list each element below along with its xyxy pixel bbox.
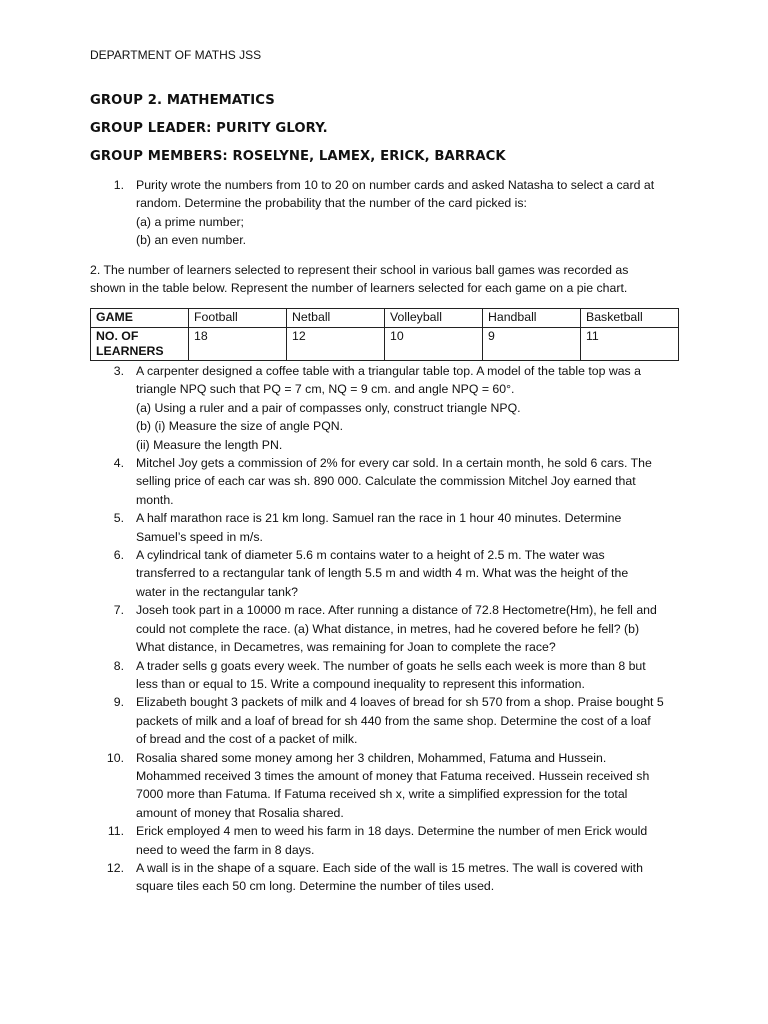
question-3 bbox=[90, 362, 664, 454]
table-cell: 12 bbox=[287, 328, 385, 361]
group-title: GROUP 2. MATHEMATICS bbox=[90, 93, 275, 108]
question-7 bbox=[90, 601, 664, 656]
question-line: Rosalia shared some money among her 3 children, Mohammed, Fatuma and Hussein. bbox=[136, 750, 607, 765]
question-line: shown in the table below. Represent the number of learners selected for each game on a pie chart. bbox=[90, 281, 628, 296]
question-line: A carpenter designed a coffee table with a triangular table top. A model of the table top was a bbox=[136, 364, 641, 378]
question-line: Joseh took part in a 10000 m race. After running a distance of 72.8 Hectometre(Hm), he fell and bbox=[136, 603, 657, 618]
question-number: 9. bbox=[113, 695, 124, 710]
question-line: less than or equal to 15. Write a compound inequality to represent this information. bbox=[136, 676, 585, 691]
table-cell: 11 bbox=[581, 328, 679, 361]
question-line: Purity wrote the numbers from 10 to 20 on number cards and asked Natasha to select a card at bbox=[136, 178, 655, 192]
question-8 bbox=[90, 657, 664, 694]
table-row-header: NO. OF LEARNERS bbox=[91, 328, 189, 361]
question-line: A half marathon race is 21 km long. Samuel ran the race in 1 hour 40 minutes. Determine bbox=[136, 511, 622, 526]
question-10 bbox=[90, 749, 664, 823]
question-line: square tiles each 50 cm long. Determine the number of tiles used. bbox=[136, 879, 495, 894]
table-cell: Basketball bbox=[581, 309, 679, 328]
question-number: 8. bbox=[113, 658, 124, 673]
question-line: (a) a prime number; bbox=[136, 214, 244, 229]
question-line: Erick employed 4 men to weed his farm in 18 days. Determine the number of men Erick would bbox=[136, 824, 648, 839]
group-leader: GROUP LEADER: PURITY GLORY. bbox=[90, 121, 328, 136]
question-line: transferred to a rectangular tank of length 5.5 m and width 4 m. What was the height of the bbox=[136, 566, 629, 581]
question-line: amount of money that Rosalia shared. bbox=[136, 805, 344, 820]
question-line: triangle NPQ such that PQ = 7 cm, NQ = 9 cm. and angle NPQ = 60°. bbox=[136, 382, 515, 397]
table-cell: Handball bbox=[483, 309, 581, 328]
question-5 bbox=[90, 509, 664, 546]
table-cell: Netball bbox=[287, 309, 385, 328]
games-table bbox=[90, 308, 679, 361]
group-members: GROUP MEMBERS: ROSELYNE, LAMEX, ERICK, BARRACK bbox=[90, 149, 506, 164]
question-line: selling price of each car was sh. 890 000. Calculate the commission Mitchel Joy earned that bbox=[136, 474, 636, 489]
question-line: A wall is in the shape of a square. Each side of the wall is 15 metres. The wall is covered with bbox=[136, 860, 643, 875]
question-list-2 bbox=[90, 362, 664, 896]
question-12 bbox=[90, 859, 664, 896]
question-line: What distance, in Decametres, was remaining for Joan to complete the race? bbox=[136, 640, 556, 655]
question-line: Mitchel Joy gets a commission of 2% for every car sold. In a certain month, he sold 6 cars. The bbox=[136, 456, 652, 471]
question-11 bbox=[90, 822, 664, 859]
question-line: A cylindrical tank of diameter 5.6 m contains water to a height of 2.5 m. The water was bbox=[136, 548, 605, 563]
question-line: A trader sells g goats every week. The number of goats he sells each week is more than 8 but bbox=[136, 658, 646, 673]
question-list-1 bbox=[90, 176, 654, 250]
table-cell: 18 bbox=[189, 328, 287, 361]
question-line: need to weed the farm in 8 days. bbox=[136, 842, 315, 857]
question-line: month. bbox=[136, 492, 174, 507]
question-4 bbox=[90, 454, 664, 509]
question-number: 7. bbox=[113, 603, 124, 618]
table-cell: Volleyball bbox=[385, 309, 483, 328]
question-line: (b) (i) Measure the size of angle PQN. bbox=[136, 419, 344, 434]
question-line: could not complete the race. (a) What distance, in metres, had he covered before he fell? (b) bbox=[136, 621, 640, 636]
question-line: (ii) Measure the length PN. bbox=[136, 437, 283, 452]
question-number: 5. bbox=[113, 511, 124, 526]
question-line: Elizabeth bought 3 packets of milk and 4 loaves of bread for sh 570 from a shop. Praise bought 5 bbox=[136, 695, 664, 710]
question-6 bbox=[90, 546, 664, 601]
question-number: 11. bbox=[107, 824, 124, 839]
table-row bbox=[91, 328, 679, 361]
question-line: water in the rectangular tank? bbox=[136, 584, 299, 599]
question-line: (a) Using a ruler and a pair of compasses only, construct triangle NPQ. bbox=[136, 400, 521, 415]
question-number: 10. bbox=[106, 750, 124, 765]
table-cell: 9 bbox=[483, 328, 581, 361]
question-line: Samuel’s speed in m/s. bbox=[136, 529, 263, 544]
question-number: 4. bbox=[113, 456, 124, 471]
table-row bbox=[91, 309, 679, 328]
question-line: packets of milk and a loaf of bread for sh 440 from the same shop. Determine the cost of a loaf bbox=[136, 713, 651, 728]
question-line: of bread and the cost of a packet of milk. bbox=[136, 732, 358, 747]
question-line: (b) an even number. bbox=[136, 233, 247, 248]
question-line: random. Determine the probability that the number of the card picked is: bbox=[136, 196, 527, 211]
question-2 bbox=[90, 261, 628, 298]
table-cell: Football bbox=[189, 309, 287, 328]
question-number: 6. bbox=[113, 548, 124, 563]
question-line: Mohammed received 3 times the amount of money that Fatuma received. Hussein received sh bbox=[136, 768, 650, 783]
question-number: 12. bbox=[106, 860, 124, 875]
question-1 bbox=[90, 176, 654, 250]
department-header: DEPARTMENT OF MATHS JSS bbox=[90, 48, 262, 62]
question-number: 1. bbox=[113, 178, 124, 192]
question-line: 7000 more than Fatuma. If Fatuma received sh x, write a simplified expression for the total bbox=[136, 787, 628, 802]
question-9 bbox=[90, 693, 664, 748]
question-line: 2. The number of learners selected to represent their school in various ball games was recorded as bbox=[90, 263, 629, 277]
question-number: 3. bbox=[113, 364, 124, 378]
table-cell: 10 bbox=[385, 328, 483, 361]
table-row-header: GAME bbox=[91, 309, 189, 328]
